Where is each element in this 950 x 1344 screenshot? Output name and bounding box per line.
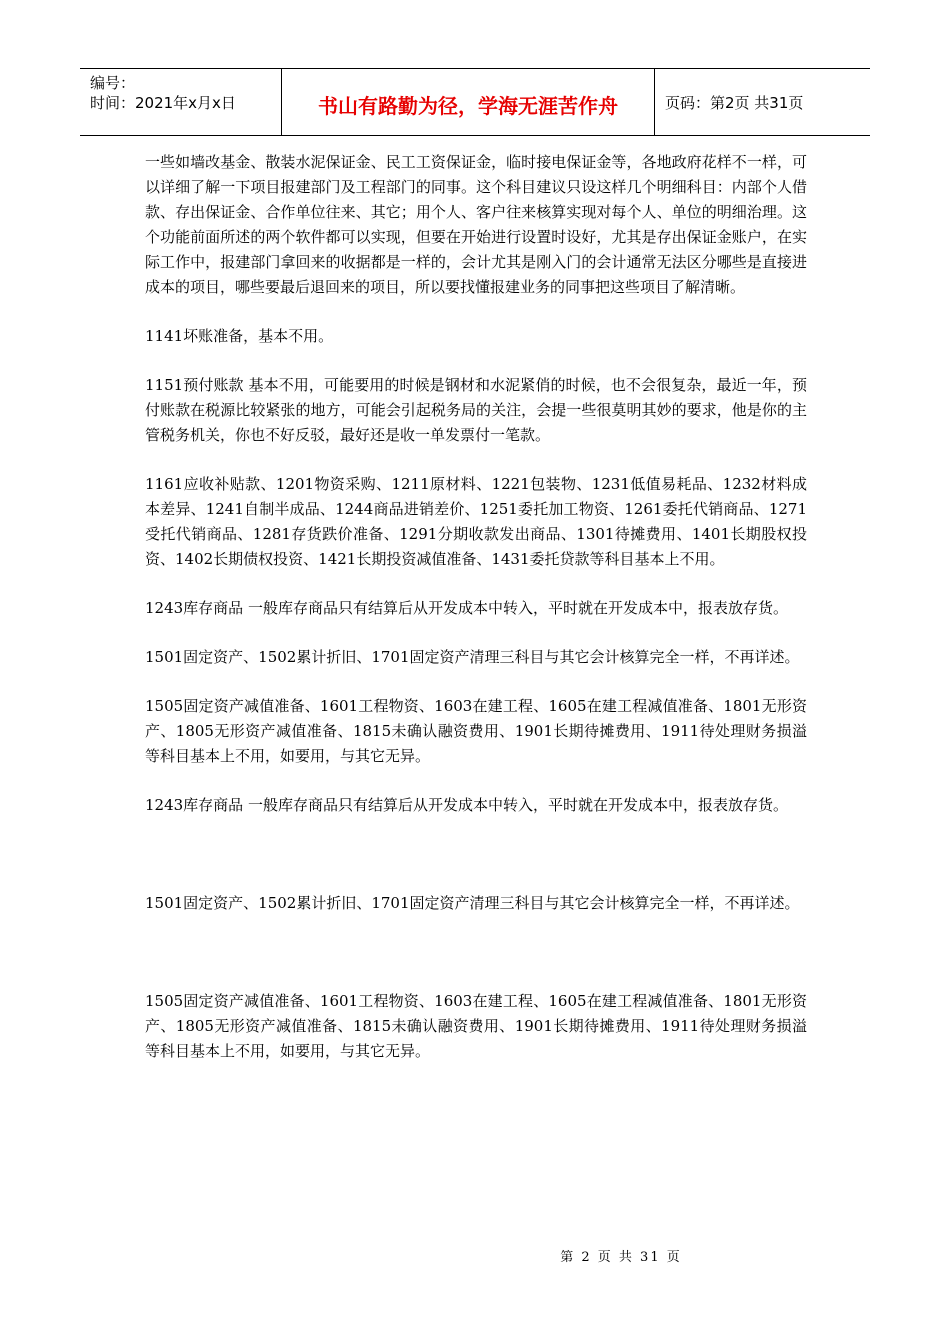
page-header (80, 68, 870, 136)
paragraph: 1161应收补贴款、1201物资采购、1211原材料、1221包装物、1231低值易耗品、1232材料成本差异、1241自制半成品、1244商品进销差价、1251委托加工物资、1261委托代销商品、1271受托代销商品、1281存货跌价准备、1291分期收款发出商品、1301待摊费用、1401长期股权投资、1402长期债权投资、1421长期投资减值准备、1431委托贷款等科目基本上不用。 (145, 475, 807, 568)
paragraph: 1501固定资产、1502累计折旧、1701固定资产清理三科目与其它会计核算完全一样，不再详述。 (145, 894, 800, 912)
paragraph: 1505固定资产减值准备、1601工程物资、1603在建工程、1605在建工程减值准备、1801无形资产、1805无形资产减值准备、1815未确认融资费用、1901长期待摊费用、1911待处理财务损溢等科目基本上不用，如要用，与其它无异。 (145, 697, 807, 765)
paragraph: 1243库存商品 一般库存商品只有结算后从开发成本中转入，平时就在开发成本中，报表放存货。 (145, 599, 788, 617)
paragraph: 1151预付账款 基本不用，可能要用的时候是钢材和水泥紧俏的时候，也不会很复杂，最近一年，预付账款在税源比较紧张的地方，可能会引起税务局的关注，会提一些很莫明其妙的要求，他是你的主管税务机关，你也不好反驳，最好还是收一单发票付一笔款。 (145, 376, 807, 444)
document-body (145, 150, 807, 1064)
paragraph: 1501固定资产、1502累计折旧、1701固定资产清理三科目与其它会计核算完全一样，不再详述。 (145, 648, 800, 666)
header-meta (80, 69, 282, 135)
header-page-info: 页码：第2页 共31页 (665, 93, 804, 112)
document-date: 时间：2021年x月x日 (90, 94, 236, 112)
document-number-label: 编号： (90, 74, 136, 92)
paragraph: 一些如墙改基金、散装水泥保证金、民工工资保证金，临时接电保证金等，各地政府花样不一样，可以详细了解一下项目报建部门及工程部门的同事。这个科目建议只设这样几个明细科目：内部个人借款、存出保证金、合作单位往来、其它；用个人、客户往来核算实现对每个人、单位的明细治理。这个功能前面所述的两个软件都可以实现，但要在开始进行设置时设好，尤其是存出保证金账户，在实际工作中，报建部门拿回来的收据都是一样的，会计尤其是刚入门的会计通常无法区分哪些是直接进成本的项目，哪些要最后退回来的项目，所以要找懂报建业务的同事把这些项目了解清晰。 (145, 153, 807, 296)
header-motto: 书山有路勤为径，学海无涯苦作舟 (282, 69, 655, 135)
paragraph: 1505固定资产减值准备、1601工程物资、1603在建工程、1605在建工程减值准备、1801无形资产、1805无形资产减值准备、1815未确认融资费用、1901长期待摊费用、1911待处理财务损溢等科目基本上不用，如要用，与其它无异。 (145, 992, 807, 1060)
paragraph: 1141坏账准备，基本不用。 (145, 327, 334, 345)
paragraph: 1243库存商品 一般库存商品只有结算后从开发成本中转入，平时就在开发成本中，报表放存货。 (145, 796, 788, 814)
page-footer: 第 2 页 共 31 页 (560, 1250, 682, 1265)
